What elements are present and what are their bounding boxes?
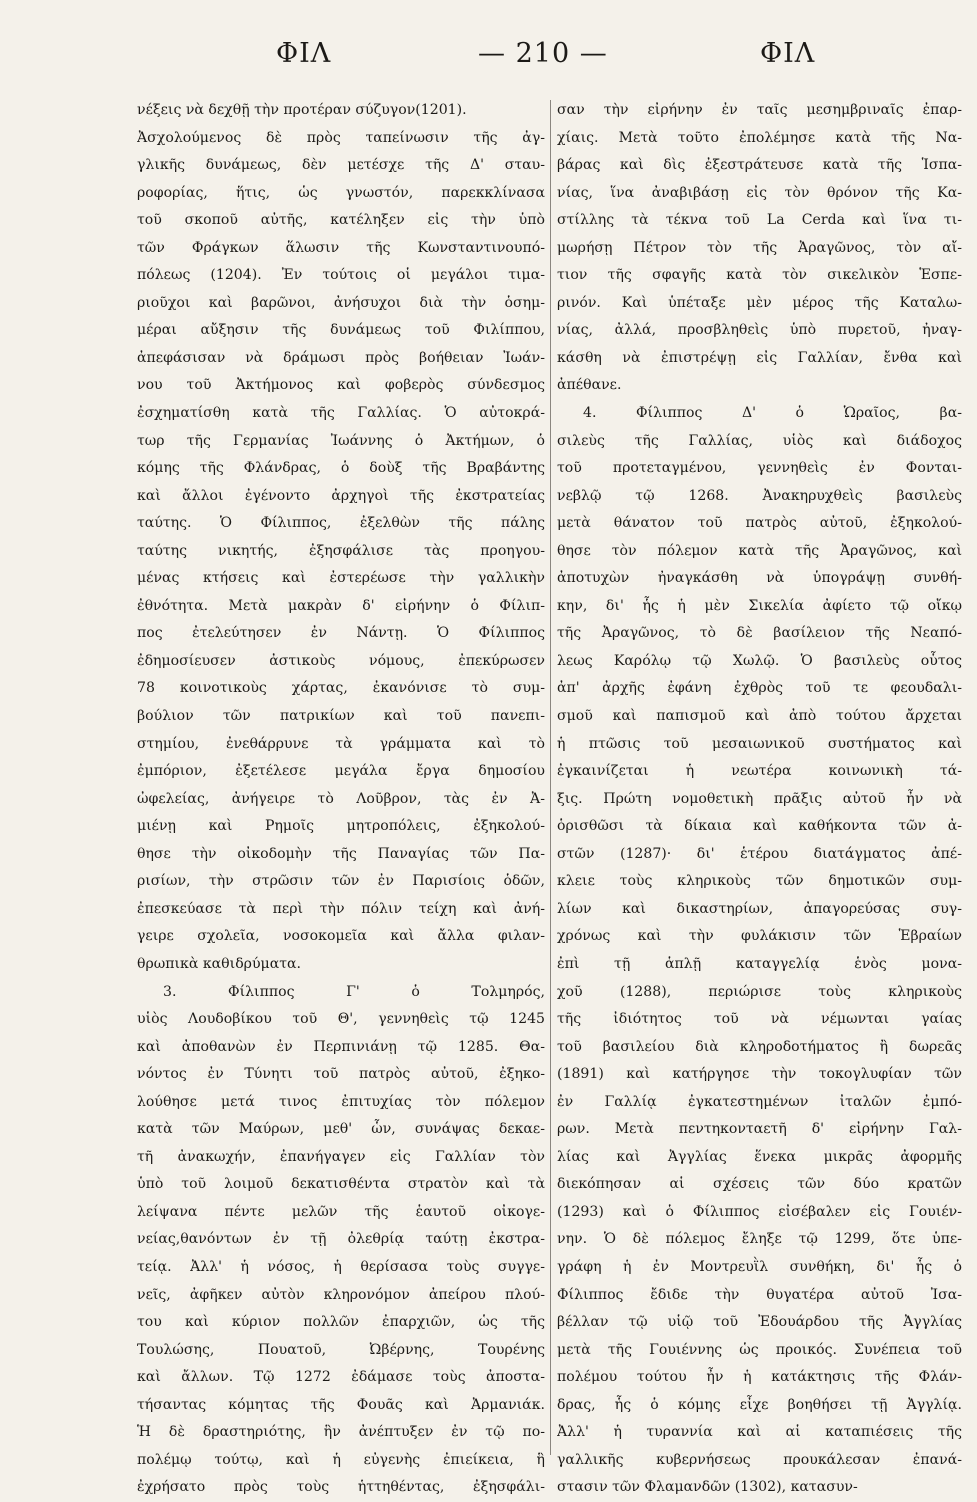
- text-line: ἐσχηματίσθη κατὰ τῆς Γαλλίας. Ὁ αὐτοκρά-: [137, 405, 545, 422]
- text-line: ἀπ' ἀρχῆς ἐφάνη ἐχθρὸς τοῦ τε φεουδαλι-: [557, 680, 962, 697]
- text-line: σιλεὺς τῆς Γαλλίας, υἱὸς καὶ διάδοχος: [557, 432, 962, 449]
- text-line: 4. Φίλιππος Δ' ὁ Ὡραῖος, βα-: [583, 405, 962, 422]
- running-header: [0, 38, 977, 88]
- text-line: ἐν Γαλλίᾳ ἐγκατεστημένων ἰταλῶν ἐμπό-: [557, 1093, 962, 1110]
- text-line: στῶν (1287)· δι' ἑτέρου διατάγματος ἀπέ-: [557, 845, 962, 862]
- text-line: ριοῦχοι καὶ βαρῶνοι, ἀνήσυχοι διὰ τὴν ὁσημ-: [137, 294, 545, 311]
- text-line: μιένῃ καὶ Ρημοῖς μητροπόλεις, ἐξηκολού-: [137, 818, 545, 835]
- text-line: Φίλιππος ἔδιδε τὴν θυγατέρα αὐτοῦ Ἰσα-: [557, 1286, 962, 1303]
- text-line: ρισίων, τὴν στρῶσιν τῶν ἐν Παρισίοις ὁδῶν,: [137, 873, 545, 890]
- column-divider: [550, 100, 551, 1455]
- text-line: ἐδημοσίευσεν ἀστικοὺς νόμους, ἐπεκύρωσεν: [137, 652, 545, 669]
- text-line: νου τοῦ Ἀκτήμονος καὶ φοβερὸς σύνδεσμος: [137, 377, 545, 394]
- text-line: τοῦ σκοποῦ αὐτῆς, κατέληξεν εἰς τὴν ὑπὸ: [137, 212, 545, 229]
- text-line: 3. Φίλιππος Γ' ὁ Τολμηρός,: [163, 983, 545, 1000]
- text-line: πολέμῳ τούτῳ, καὶ ἡ εὐγενὴς ἐπιείκεια, ἣ: [137, 1451, 545, 1468]
- header-right-keyword: ΦΙΛ: [760, 38, 816, 69]
- text-line: υἱὸς Λουδοβίκου τοῦ Θ', γεννηθεὶς τῷ 1245: [137, 1011, 545, 1028]
- text-line: ἀπεφάσισαν νὰ δράμωσι πρὸς βοήθειαν Ἰωάν-: [137, 349, 545, 366]
- text-line: κατὰ τῶν Μαύρων, μεθ' ὧν, συνάψας δεκαε-: [137, 1121, 545, 1138]
- text-line: θησε τὴν οἰκοδομὴν τῆς Παναγίας τῶν Πα-: [137, 845, 545, 862]
- text-line: τοῦ βασιλείου διὰ κληροδοτήματος ἢ δωρεᾶς: [557, 1038, 962, 1055]
- text-line: νεῖς, ἀφῆκεν αὐτὸν κληρονόμον ἀπείρου πλού-: [137, 1286, 545, 1303]
- text-line: ξις. Πρώτη νομοθετικὴ πρᾶξις αὐτοῦ ἦν νὰ: [557, 790, 962, 807]
- text-line: ὁρισθῶσι τὰ δίκαια καὶ καθήκοντα τῶν ἀ-: [557, 818, 962, 835]
- text-line: ὠφελείας, ἀνήγειρε τὸ Λοῦβρον, τὰς ἐν Ἀ-: [137, 790, 545, 807]
- text-line: ἐχρήσατο πρὸς τοὺς ἡττηθέντας, ἐξησφάλι-: [137, 1479, 545, 1496]
- text-line: γλικῆς δυνάμεως, δὲν μετέσχε τῆς Δ' σταυ-: [137, 157, 545, 174]
- text-line: ἀποτυχὼν ἠναγκάσθη νὰ ὑπογράψῃ συνθή-: [557, 570, 962, 587]
- text-line: σαν τὴν εἰρήνην ἐν ταῖς μεσημβριναῖς ἐπαρ-: [557, 102, 962, 118]
- text-line: ταύτης νικητής, ἐξησφάλισε τὰς προηγου-: [137, 542, 545, 559]
- text-line: πόλεως (1204). Ἐν τούτοις οἱ μεγάλοι τιμα-: [137, 267, 545, 284]
- text-line: κην, δι' ἧς ἡ μὲν Σικελία ἀφίετο τῷ οἴκῳ: [557, 597, 962, 614]
- text-line: του καὶ κύριον πολλῶν ἐπαρχιῶν, ὡς τῆς: [137, 1314, 545, 1331]
- text-line: χοῦ (1288), περιώρισε τοὺς κληρικοὺς: [557, 983, 962, 1000]
- text-line: νόντος ἐν Τύνητι τοῦ πατρὸς αὐτοῦ, ἐξηκο-: [137, 1066, 545, 1083]
- text-line: θησε τὸν πόλεμον κατὰ τῆς Ἀραγῶνος, καὶ: [557, 542, 962, 559]
- right-text-column: [557, 97, 962, 1502]
- text-line: βέλλαν τῷ υἱῷ τοῦ Ἐδουάρδου τῆς Ἀγγλίας: [557, 1314, 962, 1331]
- text-line: ἡ πτῶσις τοῦ μεσαιωνικοῦ συστήματος καὶ: [557, 735, 962, 752]
- text-line: πος ἐτελεύτησεν ἐν Νάντῃ. Ὁ Φίλιππος: [137, 625, 545, 642]
- text-line: Ἡ δὲ δραστηριότης, ἣν ἀνέπτυξεν ἐν τῷ πο-: [137, 1424, 545, 1441]
- text-line: βούλιον τῶν πατρικίων καὶ τοῦ πανεπι-: [137, 708, 545, 725]
- text-line: ὑπὸ τοῦ λοιμοῦ δεκατισθέντα στρατὸν καὶ τὰ: [137, 1176, 545, 1193]
- text-line: ροφορίας, ἥτις, ὡς γνωστόν, παρεκκλίνασα: [137, 184, 545, 201]
- text-line: γράφη ἡ ἐν Μοντρευῒλ συνθήκη, δι' ἧς ὁ: [557, 1258, 962, 1275]
- text-line: στημίου, ἐνεθάρρυνε τὰ γράμματα καὶ τὸ: [137, 735, 545, 752]
- text-line: νίας, ἵνα ἀναβιβάσῃ εἰς τὸν θρόνον τῆς Κα-: [557, 184, 962, 201]
- page-number: — 210 —: [478, 38, 608, 69]
- text-line: ταύτης. Ὁ Φίλιππος, ἐξελθὼν τῆς πάλης: [137, 515, 545, 532]
- text-line: νέξεις νὰ δεχθῇ τὴν προτέραν σύζυγον(1201).: [137, 102, 467, 118]
- text-line: διεκόπησαν αἱ σχέσεις τῶν δύο κρατῶν: [557, 1176, 962, 1193]
- text-line: στίλλης τὰ τέκνα τοῦ La Cerda καὶ ἵνα τι-: [557, 212, 962, 229]
- text-line: καὶ ἄλλων. Τῷ 1272 ἐδάμασε τοὺς ἀποστα-: [137, 1369, 545, 1386]
- text-line: Ἀσχολούμενος δὲ πρὸς ταπείνωσιν τῆς ἀγ-: [137, 129, 545, 146]
- text-line: ἐγκαινίζεται ἡ νεωτέρα κοινωνικὴ τά-: [557, 763, 962, 780]
- text-line: χρόνως καὶ τὴν φυλάκισιν τῶν Ἑβραίων: [557, 928, 962, 945]
- text-line: γαλλικῆς κυβερνήσεως προυκάλεσαν ἐπανά-: [557, 1451, 962, 1468]
- text-line: στασιν τῶν Φλαμανδῶν (1302), κατασυν-: [557, 1479, 858, 1496]
- text-line: δρας, ἧς ὁ κόμης εἶχε βοηθήσει τῇ Ἀγγλίᾳ.: [557, 1396, 962, 1413]
- text-line: τοῦ προτεταγμένου, γεννηθεὶς ἐν Φονται-: [557, 460, 962, 477]
- text-line: μένας κτήσεις καὶ ἐστερέωσε τὴν γαλλικὴν: [137, 570, 545, 587]
- text-line: βάρας καὶ δὶς ἐξεστράτευσε κατὰ τῆς Ἱσπα-: [557, 157, 962, 174]
- text-line: λίων καὶ δικαστηρίων, ἀπαγορεύσας συγ-: [557, 900, 962, 917]
- text-line: Τουλώσης, Πουατοῦ, Ὠβέρνης, Τουρένης: [137, 1341, 545, 1358]
- text-line: λείψανα πέντε μελῶν τῆς ἑαυτοῦ οἰκογε-: [137, 1203, 545, 1220]
- text-line: ἐπὶ τῇ ἁπλῇ καταγγελίᾳ ἑνὸς μονα-: [557, 955, 962, 972]
- header-left-keyword: ΦΙΛ: [276, 38, 332, 69]
- text-line: νην. Ὁ δὲ πόλεμος ἔληξε τῷ 1299, ὅτε ὑπε-: [557, 1231, 962, 1248]
- text-line: μετὰ τῆς Γουιέννης ὡς προικός. Συνέπεια τοῦ: [557, 1341, 962, 1358]
- text-line: Ἀλλ' ἡ τυραννία καὶ αἱ καταπιέσεις τῆς: [557, 1424, 962, 1441]
- text-line: καὶ ἄλλοι ἐγένοντο ἀρχηγοὶ τῆς ἐκστρατείας: [137, 487, 545, 504]
- text-line: ἐμπόριον, ἐξετέλεσε μεγάλα ἔργα δημοσίου: [137, 763, 545, 780]
- text-line: χίαις. Μετὰ τοῦτο ἐπολέμησε κατὰ τῆς Να-: [557, 129, 962, 146]
- text-line: τήσαντας κόμητας τῆς Φουᾶς καὶ Ἀρμανιάκ.: [137, 1396, 545, 1413]
- left-text-column: [137, 97, 545, 1502]
- text-line: τῆς ἰδιότητος τοῦ νὰ νέμωνται γαίας: [557, 1011, 962, 1028]
- text-line: (1891) καὶ κατήργησε τὴν τοκογλυφίαν τῶν: [557, 1066, 962, 1083]
- text-line: γειρε σχολεῖα, νοσοκομεῖα καὶ ἄλλα φιλαν-: [137, 928, 545, 945]
- text-line: νίας, ἀλλά, προσβληθεὶς ὑπὸ πυρετοῦ, ἠναγ-: [557, 322, 962, 339]
- text-line: λεως Καρόλῳ τῷ Χωλῷ. Ὁ βασιλεὺς οὗτος: [557, 652, 962, 669]
- text-line: μωρήσῃ Πέτρον τὸν τῆς Ἀραγῶνος, τὸν αἴ-: [557, 239, 962, 256]
- text-line: ἐπεσκεύασε τὰ περὶ τὴν πόλιν τείχη καὶ ἀνή-: [137, 900, 545, 917]
- text-line: τῶν Φράγκων ἅλωσιν τῆς Κωνσταντινουπό-: [137, 239, 545, 256]
- text-line: μέραι αὔξησιν τῆς δυνάμεως τοῦ Φιλίππου,: [137, 322, 545, 339]
- text-line: ἐθνότητα. Μετὰ μακρὰν δ' εἰρήνην ὁ Φίλιπ-: [137, 597, 545, 614]
- text-line: ἀπέθανε.: [557, 377, 622, 394]
- text-line: καὶ ἀποθανὼν ἐν Περπινιάνῃ τῷ 1285. Θα-: [137, 1038, 545, 1055]
- text-line: κλειε τοὺς κληρικοὺς τῶν δημοτικῶν συμ-: [557, 873, 962, 890]
- text-line: 78 κοινοτικοὺς χάρτας, ἐκανόνισε τὸ συμ-: [137, 680, 545, 697]
- text-line: νείας,θανόντων ἐν τῇ ὀλεθρίᾳ ταύτῃ ἐκστρα-: [137, 1231, 545, 1248]
- text-line: τιον τῆς σφαγῆς κατὰ τὸν σικελικὸν Ἑσπε-: [557, 267, 962, 284]
- text-line: τῆς Ἀραγῶνος, τὸ δὲ βασίλειον τῆς Νεαπό-: [557, 625, 962, 642]
- text-line: νεβλῷ τῷ 1268. Ἀνακηρυχθεὶς βασιλεὺς: [557, 487, 962, 504]
- text-line: μετὰ θάνατον τοῦ πατρὸς αὐτοῦ, ἐξηκολού-: [557, 515, 962, 532]
- text-line: (1293) καὶ ὁ Φίλιππος εἰσέβαλεν εἰς Γουιέν-: [557, 1203, 962, 1220]
- text-line: ρων. Μετὰ πεντηκονταετῆ δ' εἰρήνην Γαλ-: [557, 1121, 962, 1138]
- text-line: κάσθη νὰ ἐπιστρέψῃ εἰς Γαλλίαν, ἔνθα καὶ: [557, 349, 962, 366]
- text-line: τωρ τῆς Γερμανίας Ἰωάννης ὁ Ἀκτήμων, ὁ: [137, 432, 545, 449]
- text-line: σμοῦ καὶ παπισμοῦ καὶ ἀπὸ τούτου ἄρχεται: [557, 708, 962, 725]
- text-line: κόμης τῆς Φλάνδρας, ὁ δοὺξ τῆς Βραβάντης: [137, 460, 545, 477]
- text-line: τείᾳ. Ἀλλ' ἡ νόσος, ἡ θερίσασα τοὺς συγγε-: [137, 1258, 545, 1275]
- text-line: λούθησε μετά τινος ἐπιτυχίας τὸν πόλεμον: [137, 1093, 545, 1110]
- text-line: τῆ ἀνακωχήν, ἐπανήγαγεν εἰς Γαλλίαν τὸν: [137, 1148, 545, 1165]
- text-line: ρινόν. Καὶ ὑπέταξε μὲν μέρος τῆς Καταλω-: [557, 294, 962, 311]
- text-line: πολέμου τούτου ἦν ἡ κατάκτησις τῆς Φλάν-: [557, 1369, 962, 1386]
- text-line: λίας καὶ Ἀγγλίας ἕνεκα μικρᾶς ἀφορμῆς: [557, 1148, 962, 1165]
- text-line: θρωπικὰ καθιδρύματα.: [137, 955, 302, 972]
